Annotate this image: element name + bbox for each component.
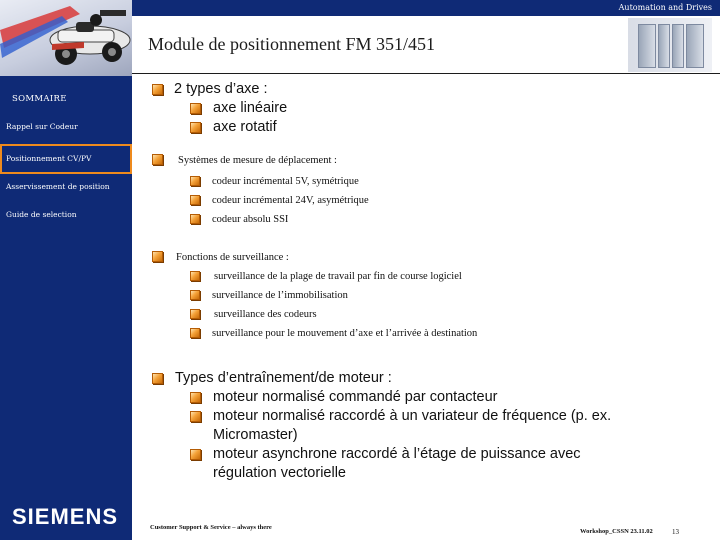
bullet-icon — [190, 328, 200, 338]
sidebar-item-positionnement[interactable]: Positionnement CV/PV — [0, 144, 132, 174]
title-divider — [132, 73, 720, 74]
module-icon — [672, 24, 684, 68]
bullet-icon — [152, 373, 163, 384]
bullet-icon — [190, 411, 201, 422]
axis-type-item: axe linéaire — [213, 100, 288, 116]
axis-type-item: axe rotatif — [213, 119, 277, 135]
bullet-icon — [190, 214, 200, 224]
sidebar-item-asservissement[interactable]: Asservissement de position — [6, 182, 110, 191]
race-car-logo — [0, 0, 132, 76]
measurement-item: codeur absolu SSI — [212, 214, 289, 225]
bullet-icon — [152, 251, 163, 262]
monitoring-item: surveillance de la plage de travail par fin de course logiciel — [214, 271, 462, 282]
measurement-item: codeur incrémental 24V, asymétrique — [212, 195, 369, 206]
tagline: Automation and Drives — [618, 3, 712, 12]
sidebar-item-guide-selection[interactable]: Guide de selection — [6, 210, 77, 219]
drive-type-item: moteur normalisé commandé par contacteur — [213, 389, 498, 405]
footer-tagline: Customer Support & Service – always there — [150, 524, 272, 531]
siemens-logo: SIEMENS — [12, 504, 119, 529]
bullet-icon — [190, 309, 200, 319]
axis-types-heading: 2 types d’axe : — [174, 81, 268, 97]
bullet-icon — [190, 176, 200, 186]
sidebar-item-rappel-codeur[interactable]: Rappel sur Codeur — [6, 122, 78, 131]
bullet-icon — [190, 195, 200, 205]
product-image — [628, 18, 712, 72]
monitoring-heading: Fonctions de surveillance : — [176, 252, 289, 263]
bullet-icon — [190, 103, 201, 114]
drive-type-item-continued: régulation vectorielle — [213, 465, 346, 481]
sidebar-summary: SOMMAIRE — [12, 94, 67, 104]
sidebar — [0, 76, 132, 540]
measurement-item: codeur incrémental 5V, symétrique — [212, 176, 359, 187]
measurement-heading: Systèmes de mesure de déplacement : — [178, 155, 337, 166]
drive-type-item-continued: Micromaster) — [213, 427, 298, 443]
bullet-icon — [152, 84, 163, 95]
bullet-icon — [190, 392, 201, 403]
bullet-icon — [190, 449, 201, 460]
monitoring-item: surveillance des codeurs — [214, 309, 317, 320]
module-icon — [686, 24, 704, 68]
monitoring-item: surveillance pour le mouvement d’axe et l’arrivée à destination — [212, 328, 478, 339]
bullet-icon — [152, 154, 163, 165]
bullet-icon — [190, 271, 200, 281]
race-car-icon — [0, 0, 132, 76]
drive-types-heading: Types d’entraînement/de moteur : — [175, 370, 392, 386]
drive-type-item: moteur asynchrone raccordé à l’étage de puissance avec — [213, 446, 581, 462]
footer-workshop: Workshop_CSSN 23.11.02 — [580, 528, 653, 535]
drive-type-item: moteur normalisé raccordé à un variateur de fréquence (p. ex. — [213, 408, 612, 424]
page-number: 13 — [672, 528, 679, 536]
monitoring-item: surveillance de l’immobilisation — [212, 290, 348, 301]
module-icon — [658, 24, 670, 68]
module-icon — [638, 24, 656, 68]
page-title: Module de positionnement FM 351/451 — [148, 34, 435, 54]
bullet-icon — [190, 290, 200, 300]
bullet-icon — [190, 122, 201, 133]
